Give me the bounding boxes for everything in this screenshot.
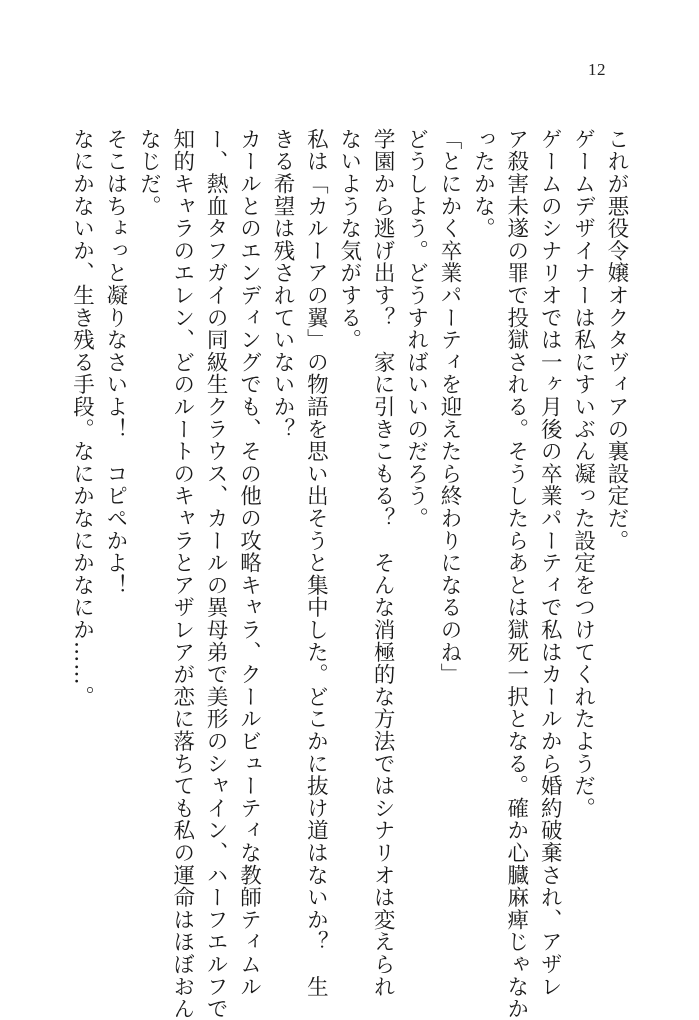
vertical-text-body (65, 128, 633, 1020)
text-line: きる希望は残されていないか？ (269, 128, 295, 441)
text-line: 「とにかく卒業パーティを迎えたら終わりになるのね」 (436, 128, 462, 686)
text-line: ゲームデザイナーは私にすいぶん凝った設定をつけてくれたようだ。 (570, 128, 596, 820)
text-line: ったかな。 (470, 128, 496, 240)
text-line: なじだ。 (136, 128, 162, 218)
text-line: ア殺害未遂の罪で投獄される。そうしたらあとは獄死一択となる。確か心臓麻痺じゃなか (503, 128, 529, 1020)
page-number: 12 (588, 60, 606, 79)
text-line: ないような気がする。 (336, 128, 362, 351)
text-line: そこはちょっと凝りなさいよ！ コピペかよ！ (102, 128, 128, 597)
text-line: ゲームのシナリオでは一ヶ月後の卒業パーティで私はカールから婚約破棄され、アザレ (537, 128, 563, 998)
text-line: 私は「カルーアの翼」の物語を思い出そうと集中した。どこかに抜け道はないか？ 生 (303, 128, 329, 998)
text-line: カールとのエンディングでも、その他の攻略キャラ、クールビューティな教師ティムル (236, 128, 262, 998)
text-line: どうしよう。どうすればいいのだろう。 (403, 128, 429, 530)
text-line: ー、熱血タフガイの同級生クラウス、カールの異母弟で美形のシャイン、ハーフエルフで (203, 128, 229, 1020)
text-line: なにかないか、生き残る手段。なにかなにかなにか……。 (69, 128, 95, 708)
text-line: 知的キャラのエレン、どのルートのキャラとアザレアが恋に落ちても私の運命はほぼおん (169, 128, 195, 1020)
text-line: 学園から逃げ出す？ 家に引きこもる？ そんな消極的な方法ではシナリオは変えられ (370, 128, 396, 998)
text-line: これが悪役令嬢オクタヴィアの裏設定だ。 (604, 128, 629, 552)
